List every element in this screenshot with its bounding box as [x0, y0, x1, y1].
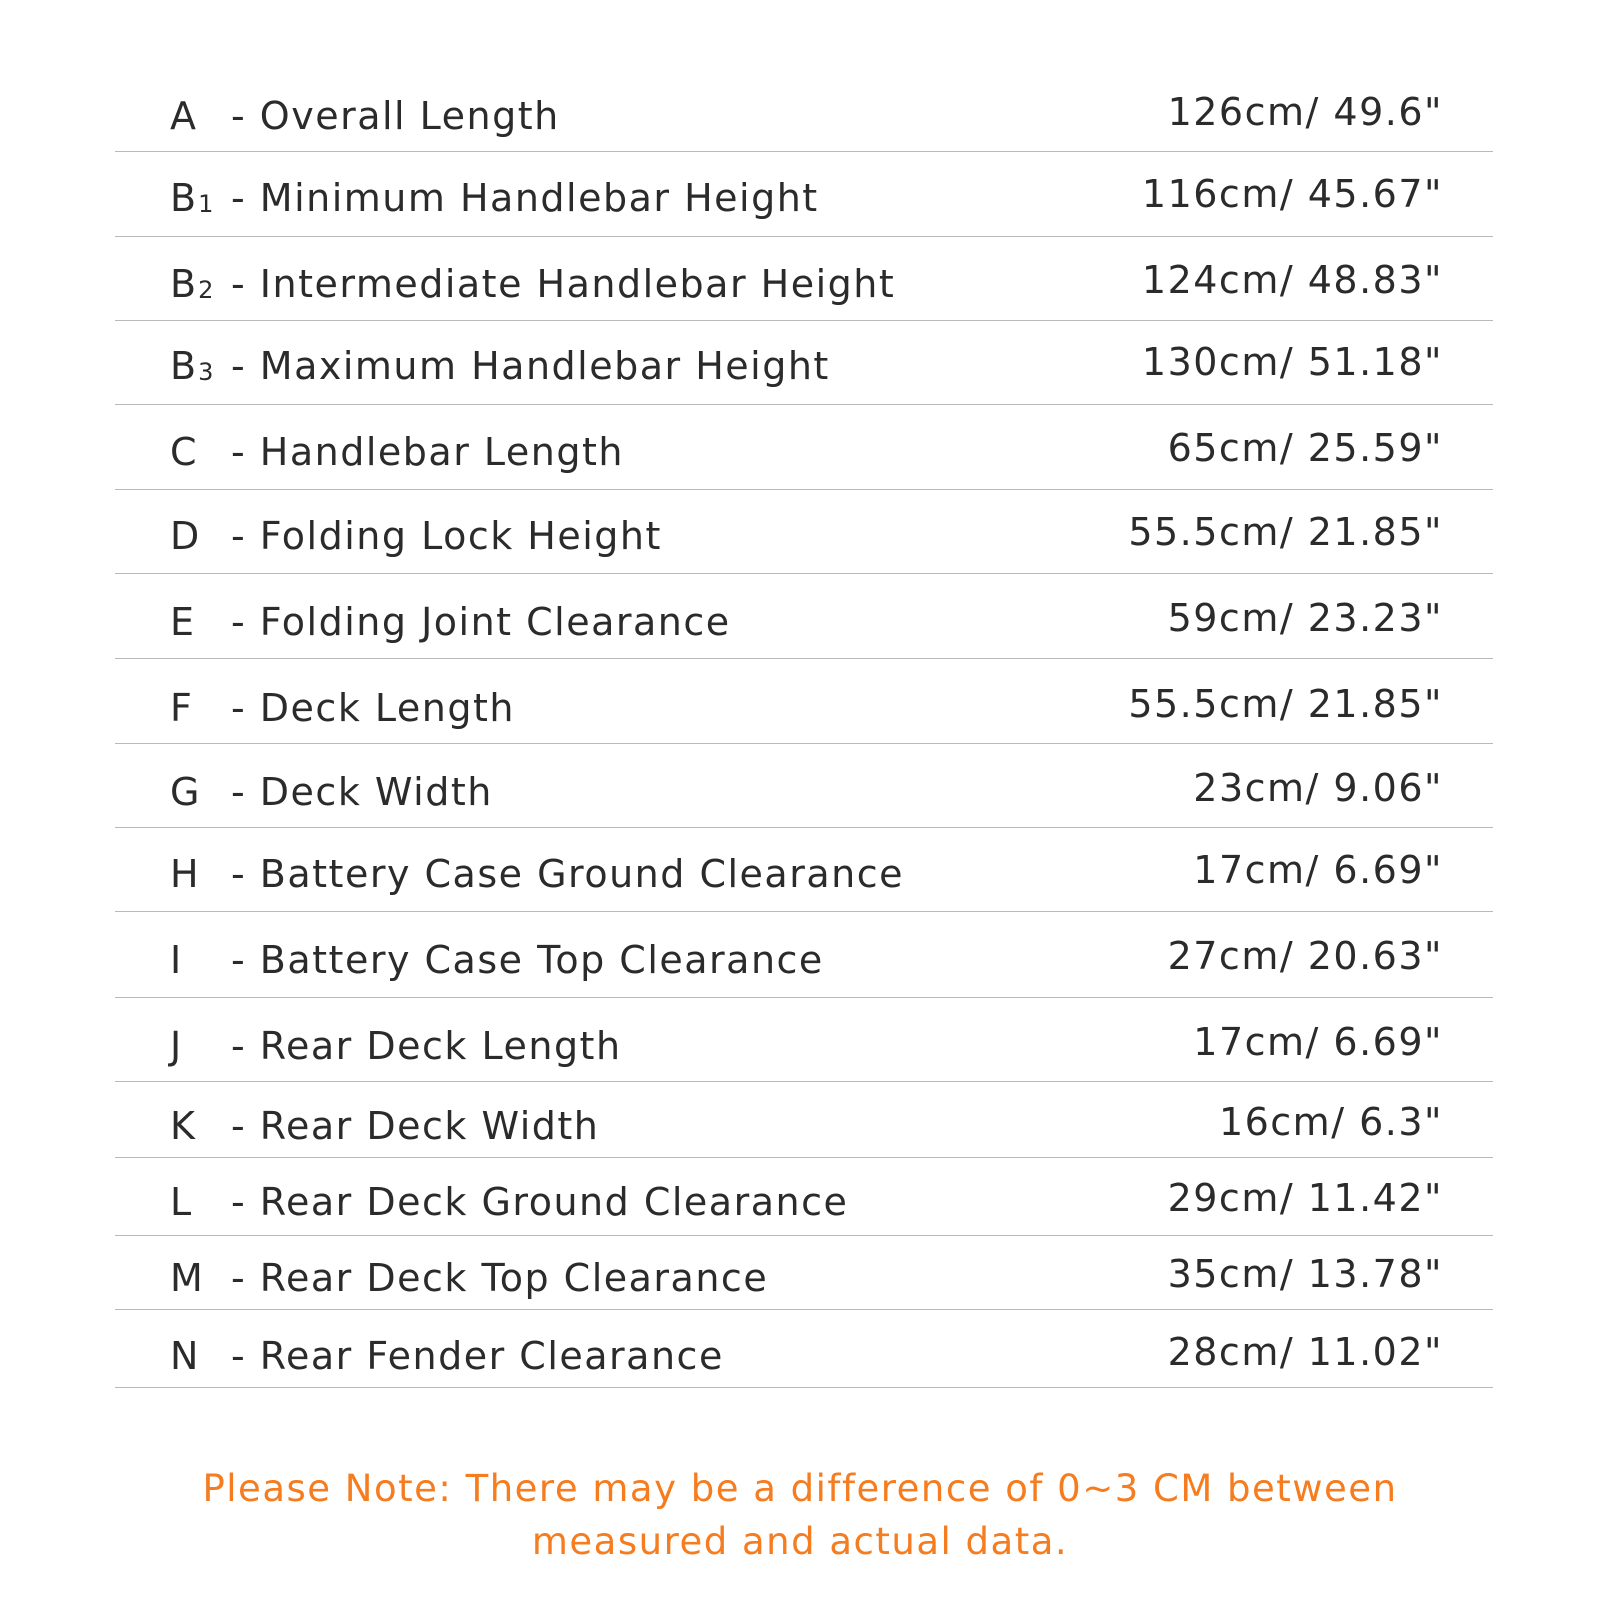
spec-rows [115, 74, 1493, 1388]
row-label: - Folding Lock Height [231, 514, 662, 558]
measurement-note [100, 1462, 1500, 1568]
row-label: - Intermediate Handlebar Height [231, 262, 896, 306]
row-label: - Minimum Handlebar Height [231, 176, 819, 220]
row-letter: I [170, 938, 183, 982]
row-value: 55.5cm/ 21.85" [1128, 682, 1443, 726]
row-label: - Deck Width [231, 770, 493, 814]
row-value: 35cm/ 13.78" [1167, 1252, 1443, 1296]
row-value: 23cm/ 9.06" [1193, 766, 1443, 810]
row-value: 59cm/ 23.23" [1167, 596, 1443, 640]
row-value: 55.5cm/ 21.85" [1128, 510, 1443, 554]
row-value: 28cm/ 11.02" [1167, 1330, 1443, 1374]
spec-row [115, 1082, 1493, 1158]
spec-row [115, 574, 1493, 659]
row-value: 17cm/ 6.69" [1193, 1020, 1443, 1064]
row-value: 124cm/ 48.83" [1141, 258, 1443, 302]
spec-row [115, 152, 1493, 237]
spec-table [115, 74, 1493, 1388]
spec-row [115, 237, 1493, 321]
row-letter: K [170, 1104, 196, 1148]
spec-row [115, 828, 1493, 912]
spec-row [115, 1310, 1493, 1388]
row-label: - Overall Length [231, 94, 560, 138]
row-value: 16cm/ 6.3" [1218, 1100, 1443, 1144]
spec-row [115, 744, 1493, 828]
row-letter: E [170, 600, 196, 644]
row-letter: F [170, 686, 193, 730]
spec-row [115, 912, 1493, 998]
row-letter: N [170, 1334, 200, 1378]
spec-row [115, 74, 1493, 152]
row-label: - Rear Deck Top Clearance [231, 1256, 769, 1300]
row-label: - Maximum Handlebar Height [231, 344, 830, 388]
row-letter: A [170, 94, 197, 138]
row-label: - Battery Case Ground Clearance [231, 852, 904, 896]
row-label: - Deck Length [231, 686, 515, 730]
row-letter: $B_3$ [170, 344, 215, 388]
row-letter: $B_1$ [170, 176, 215, 220]
row-label: - Rear Deck Ground Clearance [231, 1180, 849, 1224]
row-value: 65cm/ 25.59" [1167, 426, 1443, 470]
row-value: 116cm/ 45.67" [1141, 172, 1443, 216]
spec-row [115, 1236, 1493, 1310]
note-line-2: measured and actual data. [531, 1520, 1069, 1563]
row-value: 130cm/ 51.18" [1141, 340, 1443, 384]
row-label: - Handlebar Length [231, 430, 624, 474]
note-line-1: Please Note: There may be a difference of 0~3 CM between [202, 1467, 1398, 1510]
row-letter: H [170, 852, 200, 896]
row-label: - Rear Deck Width [231, 1104, 600, 1148]
row-value: 29cm/ 11.42" [1167, 1176, 1443, 1220]
spec-row [115, 1158, 1493, 1236]
row-label: - Rear Fender Clearance [231, 1334, 724, 1378]
row-letter: L [170, 1180, 193, 1224]
row-label: - Folding Joint Clearance [231, 600, 731, 644]
spec-row [115, 405, 1493, 490]
row-value: 27cm/ 20.63" [1167, 934, 1443, 978]
spec-row [115, 321, 1493, 405]
row-label: - Rear Deck Length [231, 1024, 622, 1068]
spec-row [115, 659, 1493, 744]
row-letter: M [170, 1256, 204, 1300]
row-letter: $B_2$ [170, 262, 215, 306]
row-label: - Battery Case Top Clearance [231, 938, 824, 982]
row-letter: G [170, 770, 201, 814]
row-letter: J [170, 1024, 183, 1068]
row-value: 17cm/ 6.69" [1193, 848, 1443, 892]
row-letter: D [170, 514, 201, 558]
spec-row [115, 490, 1493, 574]
row-value: 126cm/ 49.6" [1167, 90, 1443, 134]
spec-row [115, 998, 1493, 1082]
row-letter: C [170, 430, 198, 474]
